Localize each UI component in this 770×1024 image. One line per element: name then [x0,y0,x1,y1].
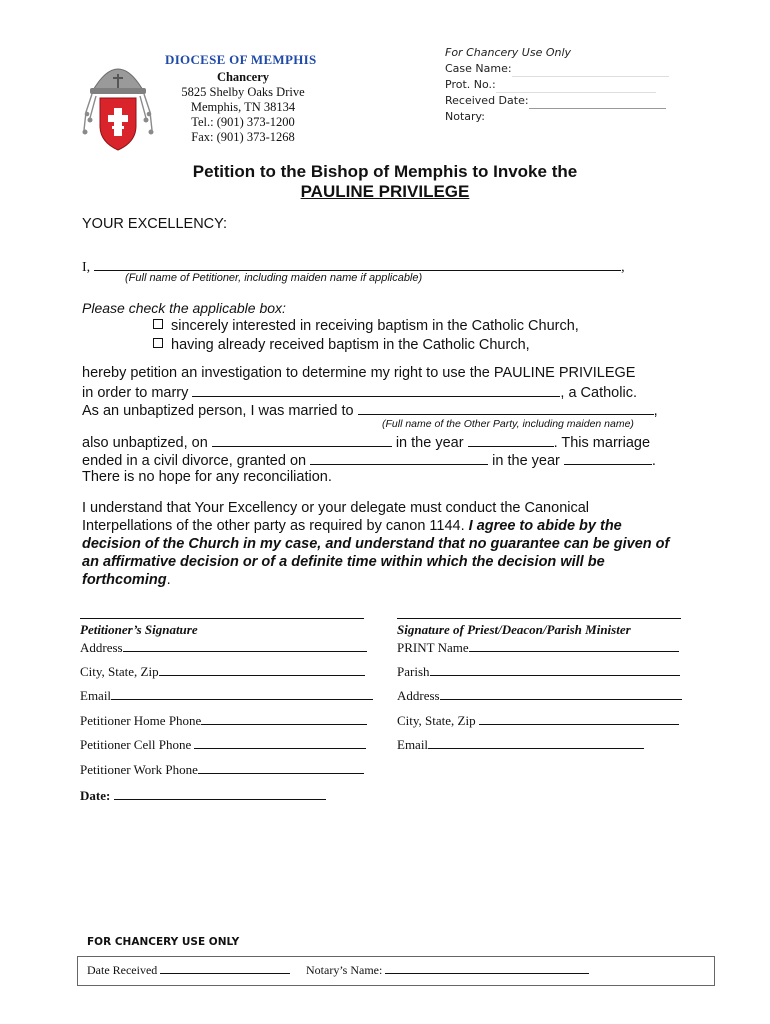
city-address: Memphis, TN 38134 [190,100,296,114]
notary-field[interactable]: Notary: [445,110,485,123]
other-party-hint: (Full name of the Other Party, including maiden name) [382,418,634,430]
petition-line-3: As an unbaptized person, I was married to , [82,403,658,419]
page-subtitle: PAULINE PRIVILEGE [300,182,470,201]
petitioner-city-field[interactable]: City, State, Zip [80,662,365,680]
marry-name-field[interactable] [192,383,560,397]
petition-line-4: also unbaptized, on in the year . This marriage [82,435,651,451]
minister-signature-label: Signature of Priest/Deacon/Parish Minister [397,622,631,637]
minister-print-name-field[interactable]: PRINT Name [397,638,679,656]
checkbox-already-baptized[interactable] [153,338,163,348]
petition-line-6: There is no hope for any reconciliation. [82,469,332,485]
diocese-coat-of-arms-icon [82,52,154,154]
minister-city-field[interactable]: City, State, Zip [397,711,679,729]
minister-email-field[interactable]: Email [397,735,644,753]
office-name: Chancery [216,70,270,84]
footer-heading: FOR CHANCERY USE ONLY [87,936,240,948]
petitioner-work-phone-field[interactable]: Petitioner Work Phone [80,760,364,778]
petitioner-signature-label: Petitioner’s Signature [80,622,198,637]
received-date-field[interactable]: Received Date: [445,93,669,109]
chancery-address [163,70,323,145]
understand-plain: I understand that Your Excellency or your delegate must conduct the Canonical Interpellations of the other party as required by canon 1144. [82,500,590,534]
fax: Fax: (901) 373-1268 [191,130,295,144]
petitioner-name-line: I, , [82,256,625,276]
petitioner-address-field[interactable]: Address [80,638,367,656]
chancery-use-block [445,45,669,125]
marriage-date-field[interactable] [212,433,392,447]
diocese-name: DIOCESE OF MEMPHIS [165,52,317,67]
minister-parish-field[interactable]: Parish [397,662,680,680]
petitioner-signature-line[interactable] [80,618,364,619]
petition-line-5: ended in a civil divorce, granted on in the year . [82,453,656,469]
date-field[interactable]: Date: [80,786,326,804]
petition-line-1: hereby petition an investigation to determine my right to use the PAULINE PRIVILEGE [82,365,636,381]
petitioner-name-hint: (Full name of Petitioner, including maiden name if applicable) [125,272,423,284]
divorce-year-field[interactable] [564,451,652,465]
telephone: Tel.: (901) 373-1200 [191,115,295,129]
petitioner-cell-phone-field[interactable]: Petitioner Cell Phone [80,735,366,753]
petitioner-email-field[interactable]: Email [80,686,373,704]
footer-date-received-field[interactable]: Date Received [87,962,290,978]
marriage-year-field[interactable] [468,433,554,447]
petitioner-name-field[interactable] [94,256,621,271]
understand-bold: I agree to abide by the decision of the Church in my case, and understand that no guarantee can be given of an affirmative decision or of a definite time within which the decision will be forthcoming [82,518,670,588]
minister-signature-line[interactable] [397,618,681,619]
petitioner-home-phone-field[interactable]: Petitioner Home Phone [80,711,367,729]
page-title: Petition to the Bishop of Memphis to Invoke the [192,162,578,181]
divorce-date-field[interactable] [310,451,488,465]
footer-notary-field[interactable]: Notary’s Name: [306,962,589,978]
understand-paragraph: I understand that Your Excellency or your delegate must conduct the Canonical Interpellations of the other party as required by canon 1144. I agree to abide by the decision of the Church in my case, and understand that no guarantee can be given of an affirmative decision or of a definite time within which the decision will be forthcoming. [82,500,670,588]
case-name-field[interactable]: Case Name: [445,61,669,77]
check-prompt: Please check the applicable box: [82,300,286,316]
salutation: YOUR EXCELLENCY: [82,216,228,232]
checkbox-seeking-baptism[interactable] [153,319,163,329]
option-seeking-baptism[interactable]: sincerely interested in receiving baptism in the Catholic Church, [153,318,579,334]
petition-line-2: in order to marry , a Catholic. [82,385,637,401]
street-address: 5825 Shelby Oaks Drive [181,85,305,99]
minister-address-field[interactable]: Address [397,686,682,704]
chancery-use-heading: For Chancery Use Only [445,46,572,59]
other-party-name-field[interactable] [358,401,654,415]
option-already-baptized[interactable]: having already received baptism in the Catholic Church, [153,337,530,353]
prot-no-field[interactable]: Prot. No.: [445,77,669,93]
